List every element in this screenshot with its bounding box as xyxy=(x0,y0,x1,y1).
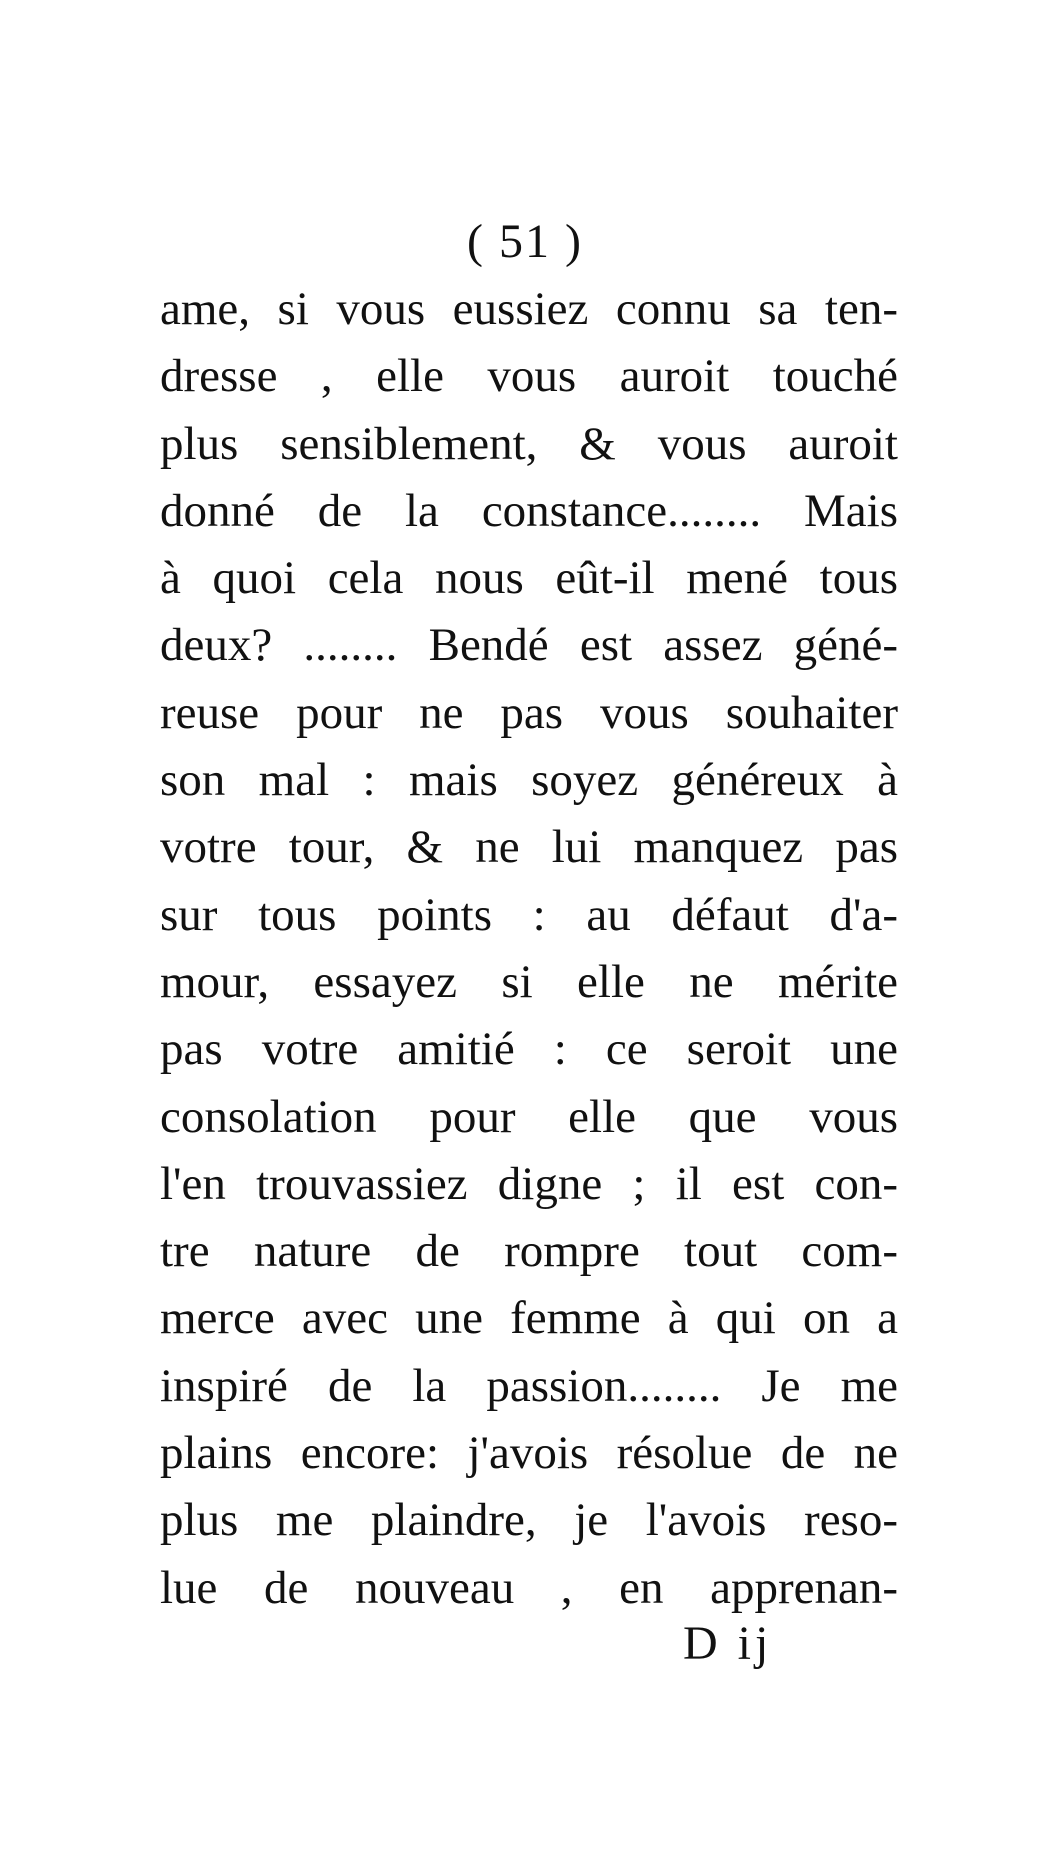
text-line: reuse pour ne pas vous souhaiter xyxy=(160,686,898,739)
text-line: tre nature de rompre tout com- xyxy=(160,1225,898,1278)
text-line: sur tous points : au défaut d'a- xyxy=(160,888,898,941)
text-line: votre tour, & ne lui manquez pas xyxy=(160,821,898,874)
text-line: plains encore: j'avois résolue de ne xyxy=(160,1427,898,1480)
text-line: son mal : mais soyez généreux à xyxy=(160,754,898,807)
text-line: inspiré de la passion........ Je me xyxy=(160,1359,898,1412)
text-line: plus me plaindre, je l'avois reso- xyxy=(160,1494,898,1547)
text-line: merce avec une femme à qui on a xyxy=(160,1292,898,1345)
body-text xyxy=(160,276,898,1622)
text-line: lue de nouveau , en apprenan- xyxy=(160,1561,898,1614)
text-line: à quoi cela nous eût-il mené tous xyxy=(160,552,898,605)
page-number: ( 51 ) xyxy=(467,215,583,268)
text-line: dresse , elle vous auroit touché xyxy=(160,350,898,403)
text-line: donné de la constance........ Mais xyxy=(160,484,898,537)
text-line: ame, si vous eussiez connu sa ten- xyxy=(160,283,898,335)
signature-mark: D ij xyxy=(683,1617,773,1670)
text-line: consolation pour elle que vous xyxy=(160,1090,898,1143)
text-line: deux? ........ Bendé est assez géné- xyxy=(160,619,898,672)
text-line: pas votre amitié : ce seroit une xyxy=(160,1023,898,1076)
text-line: plus sensiblement, & vous auroit xyxy=(160,417,898,470)
text-line: mour, essayez si elle ne mérite xyxy=(160,955,898,1008)
text-line: l'en trouvassiez digne ; il est con- xyxy=(160,1157,898,1210)
